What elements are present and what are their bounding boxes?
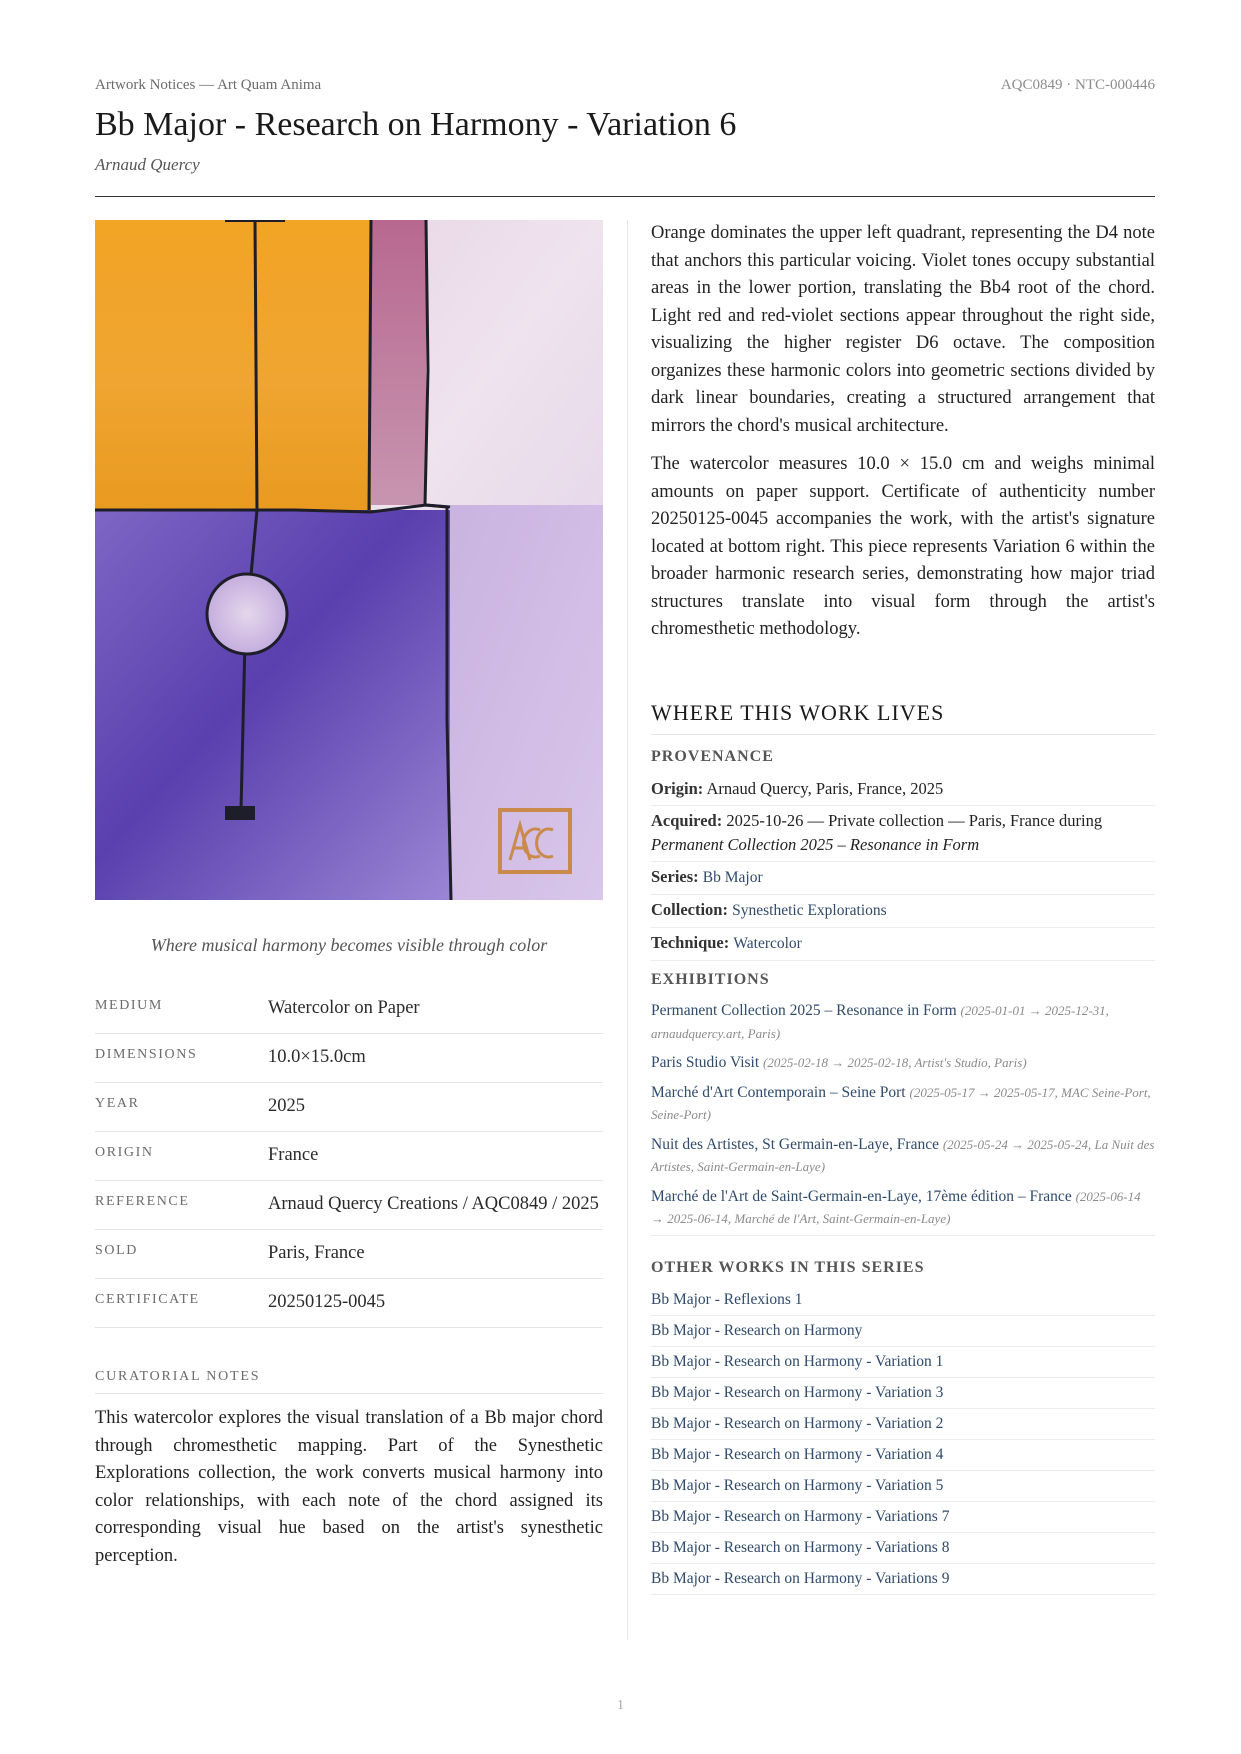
exhibition-link[interactable]: Paris Studio Visit (651, 1054, 760, 1071)
spec-row-medium (95, 985, 603, 1034)
exhibition-link[interactable]: Nuit des Artistes, St Germain-en-Laye, France (651, 1135, 939, 1153)
other-work-link[interactable]: Bb Major - Research on Harmony - Variation 3 (651, 1378, 1155, 1409)
origin-label: Origin: (651, 779, 704, 798)
collection-label: Collection: (651, 900, 728, 919)
exhibition-item (651, 1131, 1155, 1183)
description-paragraph: Orange dominates the upper left quadrant, representing the D4 note that anchors this particular voicing. Violet tones occupy substantial areas in the lower portion, translating the Bb4 root of the chord. Light red and red-violet sections appear throughout the right side, visualizing the higher register D6 octave. The composition organizes these harmonic colors into geometric sections divided by dark linear boundaries, creating a structured arrangement that mirrors the chord's musical architecture. (651, 223, 1155, 436)
page-title: Bb Major - Research on Harmony - Variation 6 (95, 106, 737, 143)
provenance-acquired (651, 806, 1155, 862)
provenance-series (651, 862, 1155, 895)
site-name: Artwork Notices — Art Quam Anima (95, 77, 322, 93)
origin-value: Arnaud Quercy, Paris, France, 2025 (706, 779, 944, 798)
curatorial-text: This watercolor explores the visual translation of a Bb major chord through chromesthetic mapping. Part of the Synesthetic Explorations collection, the work converts musical harmony into color relationships, with each note of the chord assigned its corresponding visual hue based on the artist's synesthetic perception. (95, 1408, 603, 1566)
spec-value: 2025 (268, 1096, 305, 1116)
exhibition-link[interactable]: Marché d'Art Contemporain – Seine Port (651, 1083, 906, 1101)
exhibition-item (651, 997, 1155, 1049)
other-works-heading: OTHER WORKS IN THIS SERIES (651, 1259, 925, 1276)
exhibition-details: (2025-01-01 → 2025-12-31, arnaudquercy.art, Paris) (651, 1003, 1109, 1041)
other-works-section (651, 1259, 1155, 1595)
other-work-link[interactable]: Bb Major - Reflexions 1 (651, 1285, 1155, 1316)
other-work-link[interactable]: Bb Major - Research on Harmony - Variations 9 (651, 1564, 1155, 1595)
spec-row-certificate (95, 1279, 603, 1328)
notice-reference: AQC0849 · NTC-000446 (1000, 77, 1155, 93)
artwork-description (651, 220, 1155, 655)
spec-label: SOLD (95, 1243, 138, 1258)
series-link[interactable]: Bb Major (702, 869, 763, 886)
column-divider (627, 220, 628, 1640)
exhibition-item (651, 1079, 1155, 1131)
series-label: Series: (651, 867, 699, 886)
technique-label: Technique: (651, 933, 730, 952)
other-work-link[interactable]: Bb Major - Research on Harmony - Variations 7 (651, 1502, 1155, 1533)
artist-name: Arnaud Quercy (95, 155, 200, 174)
spec-label: CERTIFICATE (95, 1292, 200, 1307)
spec-table (95, 985, 603, 1328)
spec-value: Watercolor on Paper (268, 998, 420, 1018)
acquired-event: Permanent Collection 2025 – Resonance in Form (651, 835, 980, 854)
spec-value: 10.0×15.0cm (268, 1047, 366, 1067)
provenance-section (651, 748, 1155, 961)
exhibitions-heading: EXHIBITIONS (651, 971, 770, 988)
artwork-image (95, 220, 603, 900)
acquired-value: 2025-10-26 — Private collection — Paris, France during (726, 811, 1103, 830)
spec-row-origin (95, 1132, 603, 1181)
title-divider (95, 196, 1155, 197)
exhibition-details: (2025-02-18 → 2025-02-18, Artist's Studio, Paris) (763, 1055, 1027, 1070)
other-work-link[interactable]: Bb Major - Research on Harmony - Variation 1 (651, 1347, 1155, 1378)
other-work-link[interactable]: Bb Major - Research on Harmony (651, 1316, 1155, 1347)
spec-label: REFERENCE (95, 1194, 190, 1209)
provenance-technique (651, 928, 1155, 961)
exhibition-item (651, 1183, 1155, 1236)
section-heading-where-lives: WHERE THIS WORK LIVES (651, 700, 1155, 735)
exhibition-item (651, 1049, 1155, 1079)
technique-link[interactable]: Watercolor (733, 935, 802, 952)
provenance-collection (651, 895, 1155, 928)
curatorial-heading: CURATORIAL NOTES (95, 1369, 603, 1394)
spec-label: YEAR (95, 1096, 140, 1111)
other-work-link[interactable]: Bb Major - Research on Harmony - Variation 5 (651, 1471, 1155, 1502)
spec-value: Arnaud Quercy Creations / AQC0849 / 2025 (268, 1194, 599, 1214)
exhibition-details: (2025-05-24 → 2025-05-24, La Nuit des Artistes, Saint-Germain-en-Laye) (651, 1136, 1155, 1174)
spec-row-sold (95, 1230, 603, 1279)
spec-row-dimensions (95, 1034, 603, 1083)
artwork-caption: Where musical harmony becomes visible through color (150, 935, 548, 955)
page-number: 1 (617, 1698, 624, 1713)
provenance-heading: PROVENANCE (651, 748, 774, 765)
spec-label: DIMENSIONS (95, 1047, 198, 1062)
exhibition-link[interactable]: Permanent Collection 2025 – Resonance in Form (651, 1002, 957, 1019)
spec-row-reference (95, 1181, 603, 1230)
exhibition-details: (2025-05-17 → 2025-05-17, MAC Seine-Port, Seine-Port) (651, 1084, 1151, 1122)
spec-label: ORIGIN (95, 1145, 154, 1160)
spec-row-year (95, 1083, 603, 1132)
spec-value: Paris, France (268, 1243, 365, 1263)
provenance-origin (651, 774, 1155, 806)
acquired-label: Acquired: (651, 811, 723, 830)
other-work-link[interactable]: Bb Major - Research on Harmony - Variation 2 (651, 1409, 1155, 1440)
page-header (95, 77, 1155, 97)
other-work-link[interactable]: Bb Major - Research on Harmony - Variations 8 (651, 1533, 1155, 1564)
other-work-link[interactable]: Bb Major - Research on Harmony - Variation 4 (651, 1440, 1155, 1471)
spec-label: MEDIUM (95, 998, 163, 1013)
spec-value: France (268, 1145, 319, 1165)
exhibitions-section (651, 971, 1155, 1236)
exhibition-details: (2025-06-14 → 2025-06-14, Marché de l'Art, Saint-Germain-en-Laye) (651, 1188, 1141, 1226)
description-paragraph: The watercolor measures 10.0 × 15.0 cm and weighs minimal amounts on paper support. Certificate of authenticity number 20250125-0045 accompanies the work, with the artist's signature located at bottom right. This piece represents Variation 6 within the broader harmonic research series, demonstrating how major triad structures translate into visual form through the artist's chromesthetic methodology. (651, 454, 1155, 639)
exhibition-link[interactable]: Marché de l'Art de Saint-Germain-en-Laye, 17ème édition – France (651, 1187, 1072, 1205)
collection-link[interactable]: Synesthetic Explorations (732, 902, 887, 919)
artwork-painting (95, 220, 603, 900)
spec-value: 20250125-0045 (268, 1292, 386, 1312)
